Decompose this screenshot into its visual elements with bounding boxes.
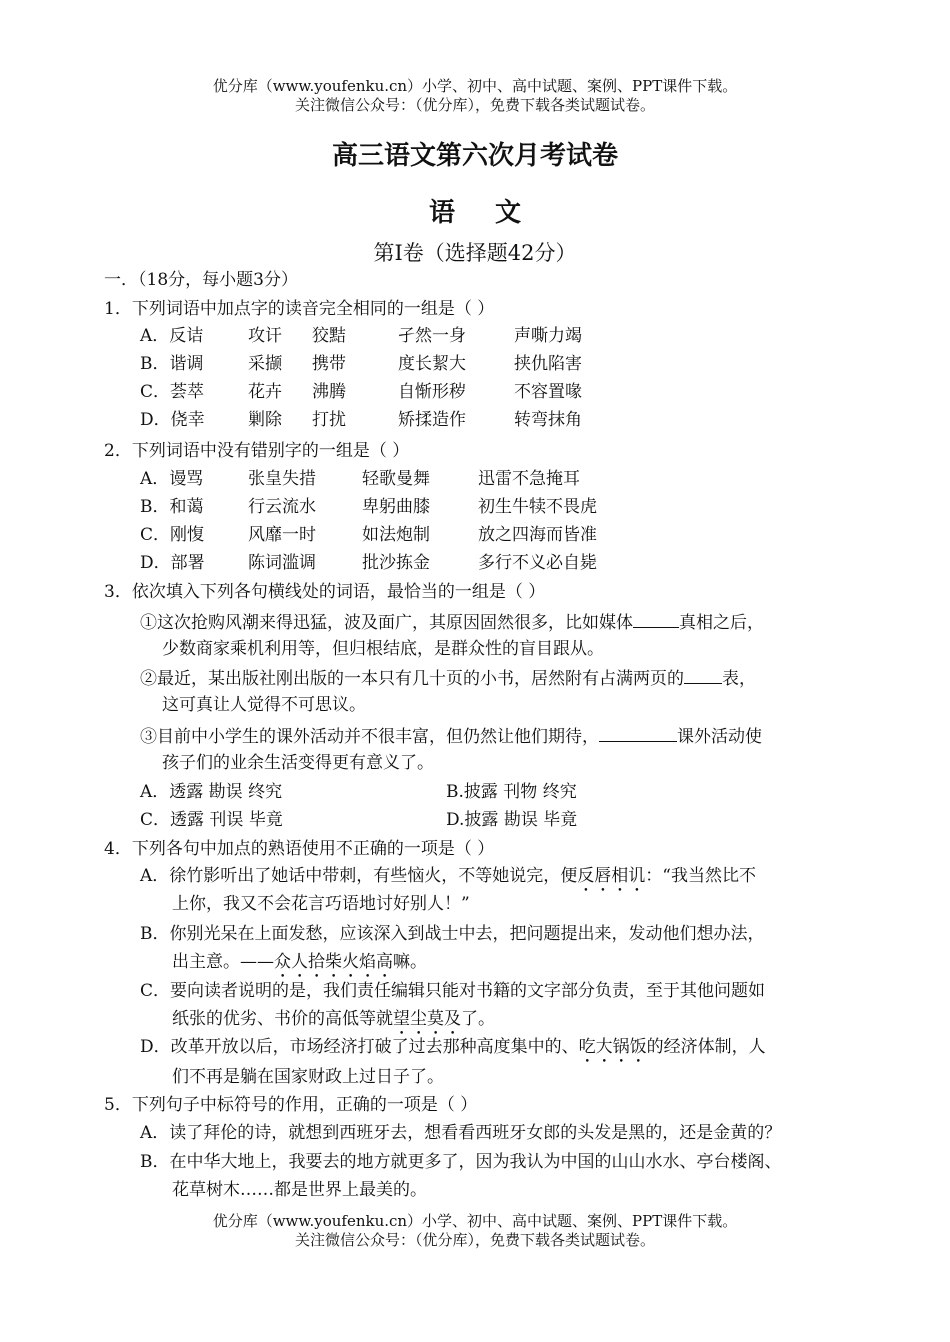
q4-a-text-2: ：“我当然比不 bbox=[645, 866, 756, 886]
q2-b-3: 卑躬曲膝 bbox=[362, 497, 430, 517]
subject-title bbox=[0, 196, 950, 230]
q3-sentence-3-cont: 孩子们的业余生活变得更有意义了。 bbox=[162, 753, 434, 773]
q4-option-b-cont bbox=[172, 950, 427, 982]
q2-stem: 2．下列词语中没有错别字的一组是（ ） bbox=[104, 441, 410, 461]
q1-d-5: 转弯抹角 bbox=[514, 410, 582, 430]
header-line-1: 优分库（www.youfenku.cn）小学、初中、高中试题、案例、PPT课件下载。 bbox=[212, 77, 738, 95]
q1-b-3: 携带 bbox=[312, 354, 346, 374]
q1-c-3: 沸腾 bbox=[312, 382, 346, 402]
q3-sentence-2 bbox=[140, 665, 756, 691]
q2-d-2: 陈词滥调 bbox=[248, 553, 316, 573]
q5-stem: 5．下列句子中标符号的作用，正确的一项是（ ） bbox=[104, 1095, 478, 1115]
q1-b-2: 采撷 bbox=[248, 354, 282, 374]
q3-sentence-2-cont: 这可真让人觉得不可思议。 bbox=[162, 695, 366, 715]
q3-s2-part2: 表， bbox=[722, 669, 756, 689]
q3-sentence-3 bbox=[140, 723, 762, 749]
q2-b-1: B．和蔼 bbox=[140, 497, 204, 517]
header-banner bbox=[0, 77, 950, 115]
subject-char-2: 文 bbox=[495, 198, 522, 228]
q3-blank-2 bbox=[684, 665, 722, 684]
q4-a-text-1: A．徐竹影听出了她话中带刺，有些恼火，不等她说完，便 bbox=[140, 866, 578, 886]
q3-option-b: B.披露 刊物 终究 bbox=[446, 782, 577, 802]
q4-option-d bbox=[140, 1035, 766, 1067]
q2-option-b bbox=[140, 495, 597, 519]
section-heading: 一．（18分，每小题3分） bbox=[104, 270, 298, 290]
q4-a-idiom: 反唇相讥 bbox=[577, 866, 646, 886]
q2-c-1: C．刚愎 bbox=[140, 525, 205, 545]
q1-d-4: 矫揉造作 bbox=[398, 410, 466, 430]
footer-banner bbox=[0, 1212, 950, 1250]
q1-a-3: 狡黠 bbox=[312, 326, 346, 346]
q2-option-d bbox=[140, 551, 597, 575]
q1-b-1: B．谐调 bbox=[140, 354, 204, 374]
footer-line-2: 关注微信公众号：（优分库），免费下载各类试题试卷。 bbox=[294, 1231, 655, 1249]
q1-a-1: A．反诘 bbox=[140, 326, 204, 346]
q2-b-2: 行云流水 bbox=[248, 497, 316, 517]
q2-d-3: 批沙拣金 bbox=[362, 553, 430, 573]
q3-sentence-1 bbox=[140, 609, 764, 635]
q1-c-1: C．荟萃 bbox=[140, 382, 205, 402]
q3-s1-part1: ①这次抢购风潮来得迅猛，波及面广，其原因固然很多，比如媒体 bbox=[140, 613, 633, 633]
q3-option-a: A．透露 勘误 终究 bbox=[140, 782, 283, 802]
q3-blank-3 bbox=[599, 723, 677, 742]
q2-c-4: 放之四海而皆准 bbox=[478, 525, 597, 545]
q1-stem: 1．下列词语中加点字的读音完全相同的一组是（ ） bbox=[104, 299, 495, 319]
part-title: 第Ⅰ卷（选择题42分） bbox=[373, 241, 577, 265]
q4-b-text-1: 出主意。—— bbox=[172, 952, 274, 972]
q4-b-text-2: 嘛。 bbox=[393, 952, 427, 972]
q4-option-a-cont: 上你，我又不会花言巧语地讨好别人！” bbox=[172, 894, 470, 914]
q3-s3-part1: ③目前中小学生的课外活动并不很丰富，但仍然让他们期待， bbox=[140, 727, 599, 747]
q4-c-idiom: 望尘莫及 bbox=[393, 1009, 461, 1029]
q4-c-text-1: 纸张的优劣、书价的高低等就 bbox=[172, 1009, 393, 1029]
q4-b-idiom: 众人拾柴火焰高 bbox=[274, 952, 393, 972]
q3-blank-1 bbox=[633, 609, 679, 628]
q2-option-a bbox=[140, 467, 580, 491]
q5-option-b: B．在中华大地上，我要去的地方就更多了，因为我认为中国的山山水水、亭台楼阁、 bbox=[140, 1152, 782, 1172]
q4-d-text-2: 的经济体制，人 bbox=[646, 1037, 766, 1057]
exam-title: 高三语文第六次月考试卷 bbox=[331, 141, 618, 171]
q3-s1-part2: 真相之后， bbox=[679, 613, 764, 633]
q1-option-b bbox=[140, 352, 582, 376]
q1-option-c bbox=[140, 380, 582, 404]
subject-char-1: 语 bbox=[428, 198, 455, 228]
q1-c-4: 自惭形秽 bbox=[398, 382, 466, 402]
q2-c-2: 风靡一时 bbox=[248, 525, 316, 545]
header-line-2: 关注微信公众号：（优分库），免费下载各类试题试卷。 bbox=[294, 96, 655, 114]
q2-d-1: D．部署 bbox=[140, 553, 205, 573]
q4-d-idiom: 吃大锅饭 bbox=[578, 1037, 647, 1057]
q4-d-text-1: D．改革开放以后，市场经济打破了过去那种高度集中的、 bbox=[140, 1037, 579, 1057]
q3-sentence-1-cont: 少数商家乘机利用等，但归根结底，是群众性的盲目跟从。 bbox=[162, 639, 604, 659]
q4-c-text-2: 了。 bbox=[461, 1009, 495, 1029]
q1-c-2: 花卉 bbox=[248, 382, 282, 402]
q3-s2-part1: ②最近，某出版社刚出版的一本只有几十页的小书，居然附有占满两页的 bbox=[140, 669, 684, 689]
q4-stem: 4．下列各句中加点的熟语使用不正确的一项是（ ） bbox=[104, 839, 495, 859]
footer-line-1: 优分库（www.youfenku.cn）小学、初中、高中试题、案例、PPT课件下载。 bbox=[212, 1212, 738, 1230]
q1-d-3: 打扰 bbox=[312, 410, 346, 430]
q2-a-1: A．谩骂 bbox=[140, 469, 204, 489]
q1-d-2: 剿除 bbox=[248, 410, 282, 430]
q3-option-c: C．透露 刊误 毕竟 bbox=[140, 810, 283, 830]
q2-a-4: 迅雷不急掩耳 bbox=[478, 469, 580, 489]
q3-s3-part2: 课外活动使 bbox=[677, 727, 762, 747]
q2-option-c bbox=[140, 523, 597, 547]
q1-a-4: 孑然一身 bbox=[398, 326, 466, 346]
q2-b-4: 初生牛犊不畏虎 bbox=[478, 497, 597, 517]
q2-a-3: 轻歌曼舞 bbox=[362, 469, 430, 489]
q2-c-3: 如法炮制 bbox=[362, 525, 430, 545]
q1-b-5: 挟仇陷害 bbox=[514, 354, 582, 374]
q4-option-b: B．你别光呆在上面发愁，应该深入到战士中去，把问题提出来，发动他们想办法， bbox=[140, 924, 765, 944]
q4-option-c: C．要向读者说明的是，我们责任编辑只能对书籍的文字部分负责，至于其他问题如 bbox=[140, 981, 766, 1001]
q4-option-d-cont: 们不再是躺在国家财政上过日子了。 bbox=[172, 1067, 444, 1087]
q1-a-2: 攻讦 bbox=[248, 326, 282, 346]
q1-b-4: 度长絜大 bbox=[398, 354, 466, 374]
q2-a-2: 张皇失措 bbox=[248, 469, 316, 489]
q1-a-5: 声嘶力竭 bbox=[514, 326, 582, 346]
q1-d-1: D．侥幸 bbox=[140, 410, 205, 430]
q1-option-d bbox=[140, 408, 582, 432]
q3-stem: 3．依次填入下列各句横线处的词语，最恰当的一组是（ ） bbox=[104, 582, 546, 602]
q1-option-a bbox=[140, 324, 582, 348]
q3-option-d: D.披露 勘误 毕竟 bbox=[446, 810, 578, 830]
q5-option-b-cont: 花草树木……都是世界上最美的。 bbox=[172, 1180, 427, 1200]
q5-option-a: A．读了拜伦的诗，就想到西班牙去，想看看西班牙女郎的头发是黑的，还是金黄的？ bbox=[140, 1123, 782, 1143]
q2-d-4: 多行不义必自毙 bbox=[478, 553, 597, 573]
q1-c-5: 不容置喙 bbox=[514, 382, 582, 402]
